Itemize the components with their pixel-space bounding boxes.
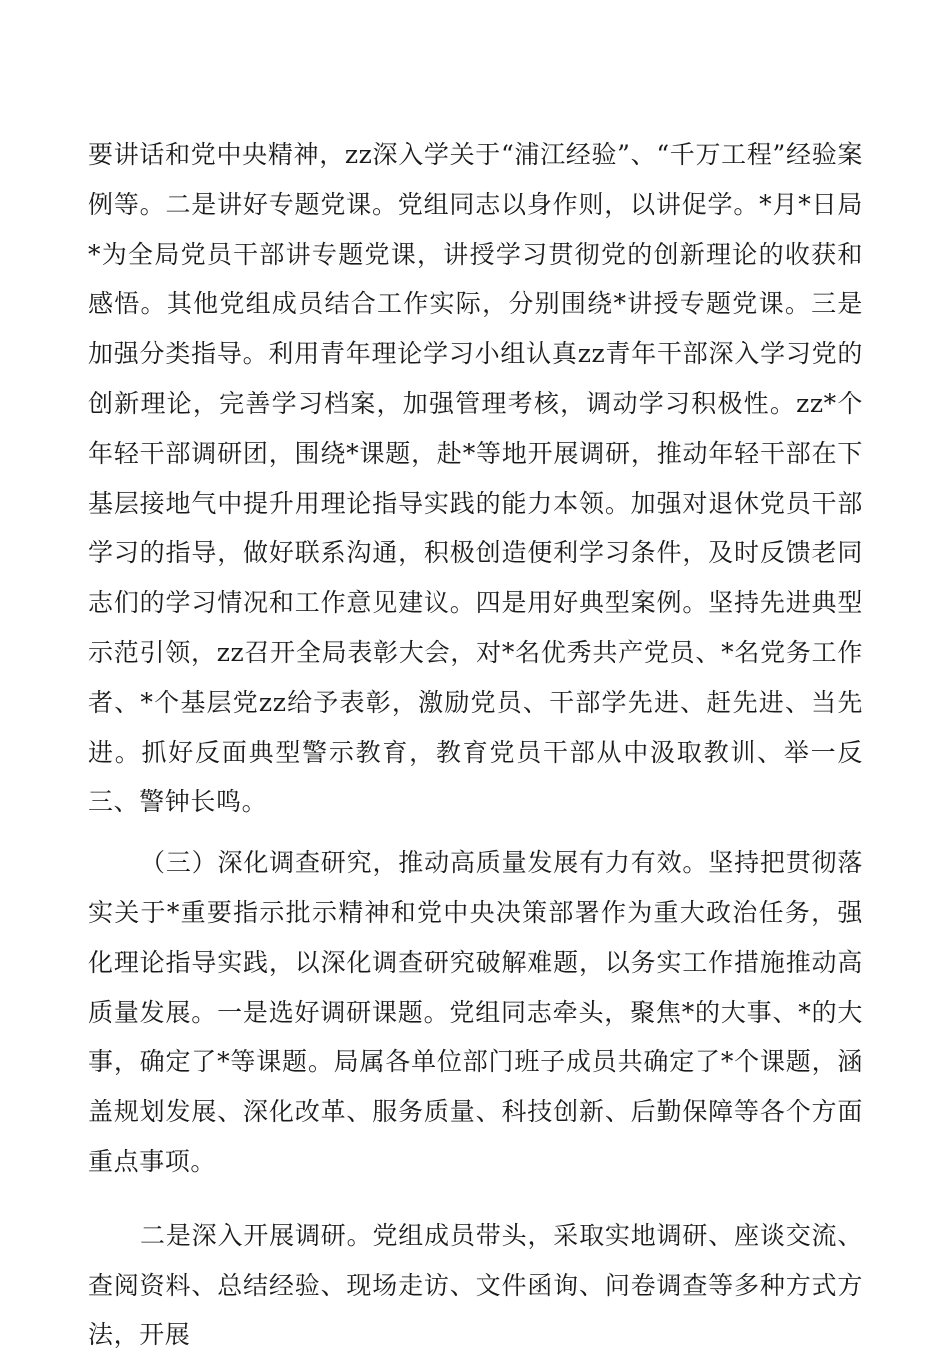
- paragraph-section-three: （三）深化调查研究，推动高质量发展有力有效。坚持把贯彻落实关于*重要指示批示精神和党中央决策部署作为重大政治任务，强化理论指导实践，以深化调查研究破解难题，以务实工作措施推动高质量发展。一是选好调研课题。党组同志牵头，聚焦*的大事、*的大事，确定了*等课题。局属各单位部门班子成员共确定了*个课题，涵盖规划发展、深化改革、服务质量、科技创新、后勤保障等各个方面重点事项。: [88, 848, 863, 1176]
- document-page: [88, 130, 863, 1360]
- paragraph-conduct-research: 二是深入开展调研。党组成员带头，采取实地调研、座谈交流、查阅资料、总结经验、现场走访、文件函询、问卷调查等多种方式方法，开展: [88, 1220, 863, 1350]
- paragraph-study-measures: 要讲话和党中央精神，zz深入学关于“浦江经验”、“千万工程”经验案例等。二是讲好专题党课。党组同志以身作则，以讲促学。*月*日局*为全局党员干部讲专题党课，讲授学习贯彻党的创新理论的收获和感悟。其他党组成员结合工作实际，分别围绕*讲授专题党课。三是加强分类指导。利用青年理论学习小组认真zz青年干部深入学习党的创新理论，完善学习档案，加强管理考核，调动学习积极性。zz*个年轻干部调研团，围绕*课题，赴*等地开展调研，推动年轻干部在下基层接地气中提升用理论指导实践的能力本领。加强对退休党员干部学习的指导，做好联系沟通，积极创造便利学习条件，及时反馈老同志们的学习情况和工作意见建议。四是用好典型案例。坚持先进典型示范引领，zz召开全局表彰大会，对*名优秀共产党员、*名党务工作者、*个基层党zz给予表彰，激励党员、干部学先进、赶先进、当先进。抓好反面典型警示教育，教育党员干部从中汲取教训、举一反三、警钟长鸣。: [88, 140, 863, 817]
